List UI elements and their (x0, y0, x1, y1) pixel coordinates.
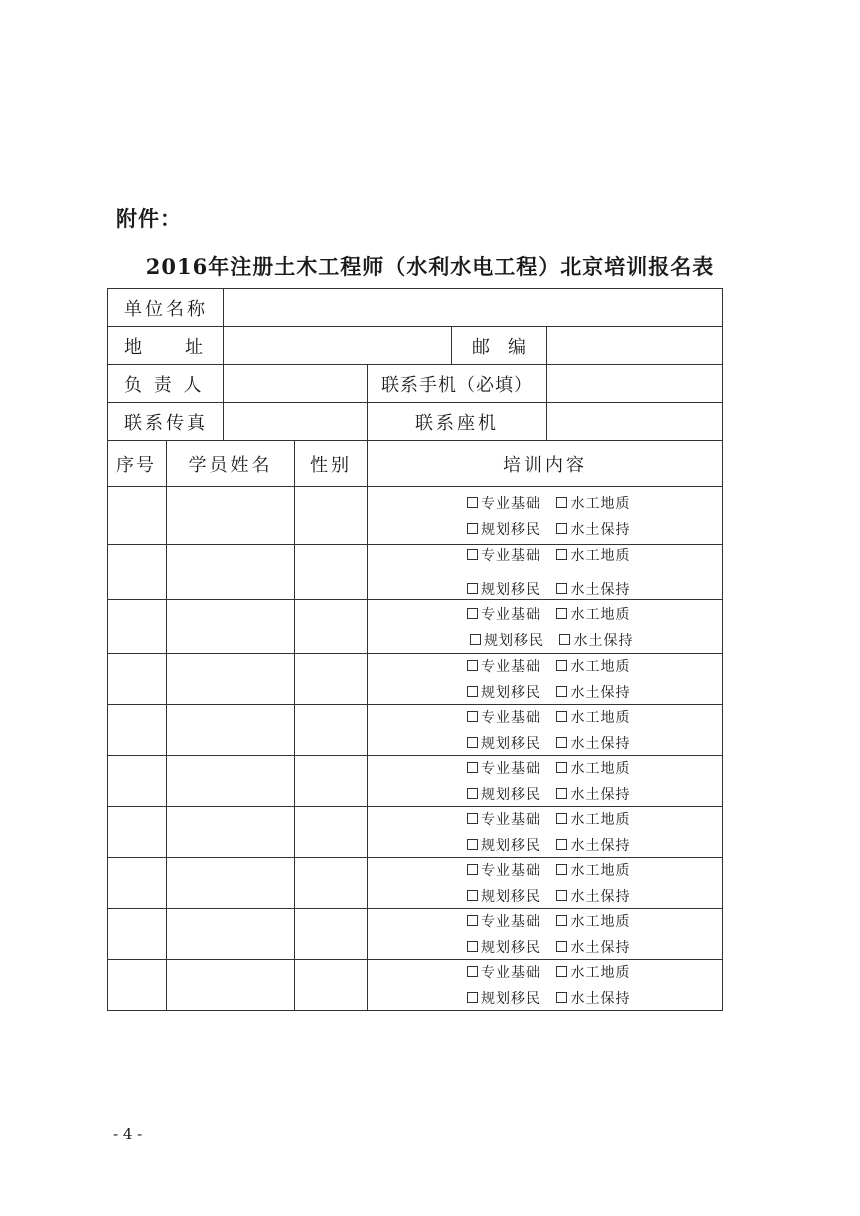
row-content-cell (368, 487, 723, 545)
fax-label: 联系传真 (108, 403, 224, 441)
option-soil[interactable]: 水土保持 (556, 733, 630, 753)
checkbox-icon (467, 941, 478, 952)
row-gender-cell[interactable] (295, 487, 368, 545)
option-geology[interactable]: 水工地质 (556, 545, 630, 565)
option-soil[interactable]: 水土保持 (556, 682, 630, 702)
phone-input[interactable] (547, 403, 723, 441)
checkbox-icon (467, 788, 478, 799)
checkbox-icon (467, 523, 478, 534)
option-resettlement[interactable]: 规划移民 (467, 988, 541, 1008)
postcode-input[interactable] (547, 327, 723, 365)
checkbox-icon (556, 549, 567, 560)
row-gender-cell[interactable] (295, 545, 368, 600)
col-content-header: 培训内容 (368, 441, 723, 487)
registration-form-table (107, 288, 723, 1011)
mobile-label: 联系手机（必填） (368, 365, 547, 403)
option-soil[interactable]: 水土保持 (556, 988, 630, 1008)
fax-row (108, 403, 723, 441)
table-row (108, 705, 723, 756)
row-gender-cell[interactable] (295, 960, 368, 1011)
row-name-cell[interactable] (167, 654, 295, 705)
option-basic[interactable]: 专业基础 (467, 707, 541, 727)
person-input[interactable] (224, 365, 368, 403)
option-resettlement[interactable]: 规划移民 (467, 733, 541, 753)
row-name-cell[interactable] (167, 487, 295, 545)
table-row (108, 600, 723, 654)
unit-name-input[interactable] (224, 289, 723, 327)
checkbox-icon (556, 813, 567, 824)
row-content-cell (368, 909, 723, 960)
checkbox-icon (467, 762, 478, 773)
option-geology[interactable]: 水工地质 (556, 707, 630, 727)
checkbox-icon (556, 711, 567, 722)
row-content-cell (368, 807, 723, 858)
option-resettlement[interactable]: 规划移民 (467, 937, 541, 957)
row-gender-cell[interactable] (295, 705, 368, 756)
option-geology[interactable]: 水工地质 (556, 860, 630, 880)
checkbox-icon (556, 992, 567, 1003)
checkbox-icon (467, 737, 478, 748)
table-row (108, 858, 723, 909)
checkbox-icon (467, 549, 478, 560)
option-soil[interactable]: 水土保持 (556, 579, 630, 599)
person-row (108, 365, 723, 403)
option-basic[interactable]: 专业基础 (467, 545, 541, 565)
row-content-cell (368, 756, 723, 807)
checkbox-icon (556, 941, 567, 952)
row-name-cell[interactable] (167, 909, 295, 960)
checkbox-icon (467, 660, 478, 671)
table-row (108, 909, 723, 960)
row-no-cell[interactable] (108, 960, 167, 1011)
option-basic[interactable]: 专业基础 (467, 493, 541, 513)
option-geology[interactable]: 水工地质 (556, 962, 630, 982)
checkbox-icon (467, 915, 478, 926)
checkbox-icon (467, 839, 478, 850)
option-geology[interactable]: 水工地质 (556, 493, 630, 513)
row-content-cell (368, 960, 723, 1011)
checkbox-icon (556, 608, 567, 619)
option-soil[interactable]: 水土保持 (556, 519, 630, 539)
option-resettlement[interactable]: 规划移民 (467, 886, 541, 906)
checkbox-icon (556, 497, 567, 508)
option-basic[interactable]: 专业基础 (467, 656, 541, 676)
fax-input[interactable] (224, 403, 368, 441)
row-content-cell (368, 705, 723, 756)
checkbox-icon (467, 497, 478, 508)
table-row (108, 654, 723, 705)
page-number: - 4 - (113, 1125, 143, 1143)
row-no-cell[interactable] (108, 545, 167, 600)
postcode-label-char-2: 编 (508, 336, 526, 358)
checkbox-icon (556, 523, 567, 534)
option-resettlement[interactable]: 规划移民 (467, 682, 541, 702)
option-resettlement[interactable]: 规划移民 (467, 784, 541, 804)
table-row (108, 756, 723, 807)
unit-name-row (108, 289, 723, 327)
address-row (108, 327, 723, 365)
option-soil[interactable]: 水土保持 (559, 630, 633, 650)
checkbox-icon (467, 813, 478, 824)
row-no-cell[interactable] (108, 705, 167, 756)
checkbox-icon (556, 583, 567, 594)
row-gender-cell[interactable] (295, 807, 368, 858)
row-no-cell[interactable] (108, 654, 167, 705)
col-gender-header: 性别 (295, 441, 368, 487)
option-geology[interactable]: 水工地质 (556, 911, 630, 931)
row-no-cell[interactable] (108, 858, 167, 909)
option-geology[interactable]: 水工地质 (556, 604, 630, 624)
table-row (108, 960, 723, 1011)
row-content-cell (368, 545, 723, 600)
option-basic[interactable]: 专业基础 (467, 860, 541, 880)
option-basic[interactable]: 专业基础 (467, 911, 541, 931)
option-geology[interactable]: 水工地质 (556, 809, 630, 829)
mobile-input[interactable] (547, 365, 723, 403)
checkbox-icon (467, 583, 478, 594)
checkbox-icon (556, 839, 567, 850)
attachment-label: 附件： (116, 207, 182, 231)
row-no-cell[interactable] (108, 756, 167, 807)
row-name-cell[interactable] (167, 600, 295, 654)
checkbox-icon (467, 966, 478, 977)
option-soil[interactable]: 水土保持 (556, 886, 630, 906)
option-resettlement[interactable]: 规划移民 (467, 579, 541, 599)
checkbox-icon (467, 890, 478, 901)
option-basic[interactable]: 专业基础 (467, 962, 541, 982)
option-basic[interactable]: 专业基础 (467, 758, 541, 778)
checkbox-icon (556, 864, 567, 875)
table-row (108, 487, 723, 545)
option-geology[interactable]: 水工地质 (556, 656, 630, 676)
checkbox-icon (556, 890, 567, 901)
row-no-cell[interactable] (108, 807, 167, 858)
checkbox-icon (556, 737, 567, 748)
address-label (108, 327, 224, 365)
row-content-cell (368, 858, 723, 909)
checkbox-icon (556, 966, 567, 977)
option-resettlement[interactable]: 规划移民 (470, 630, 544, 650)
checkbox-icon (559, 634, 570, 645)
checkbox-icon (467, 608, 478, 619)
checkbox-icon (467, 711, 478, 722)
option-geology[interactable]: 水工地质 (556, 758, 630, 778)
phone-label: 联系座机 (368, 403, 547, 441)
row-gender-cell[interactable] (295, 858, 368, 909)
row-no-cell[interactable] (108, 909, 167, 960)
address-label-char-1: 地 (124, 336, 142, 358)
checkbox-icon (467, 686, 478, 697)
row-name-cell[interactable] (167, 858, 295, 909)
row-no-cell[interactable] (108, 600, 167, 654)
address-label-char-2: 址 (185, 336, 203, 358)
checkbox-icon (556, 762, 567, 773)
table-row (108, 545, 723, 600)
postcode-label (452, 327, 547, 365)
row-gender-cell[interactable] (295, 756, 368, 807)
postcode-label-char-1: 邮 (472, 336, 490, 358)
checkbox-icon (556, 660, 567, 671)
option-basic[interactable]: 专业基础 (467, 809, 541, 829)
row-gender-cell[interactable] (295, 654, 368, 705)
row-name-cell[interactable] (167, 960, 295, 1011)
form-title: 2016年注册土木工程师（水利水电工程）北京培训报名表 (145, 254, 715, 279)
option-resettlement[interactable]: 规划移民 (467, 519, 541, 539)
table-row (108, 807, 723, 858)
checkbox-icon (556, 788, 567, 799)
column-header-row (108, 441, 723, 487)
address-input[interactable] (224, 327, 452, 365)
checkbox-icon (470, 634, 481, 645)
row-name-cell[interactable] (167, 545, 295, 600)
option-resettlement[interactable]: 规划移民 (467, 835, 541, 855)
row-no-cell[interactable] (108, 487, 167, 545)
row-gender-cell[interactable] (295, 909, 368, 960)
row-gender-cell[interactable] (295, 600, 368, 654)
checkbox-icon (556, 686, 567, 697)
option-soil[interactable]: 水土保持 (556, 784, 630, 804)
option-soil[interactable]: 水土保持 (556, 835, 630, 855)
row-name-cell[interactable] (167, 756, 295, 807)
checkbox-icon (556, 915, 567, 926)
row-name-cell[interactable] (167, 705, 295, 756)
unit-name-label: 单位名称 (108, 289, 224, 327)
checkbox-icon (467, 992, 478, 1003)
row-name-cell[interactable] (167, 807, 295, 858)
checkbox-icon (467, 864, 478, 875)
person-label: 负 责 人 (108, 365, 224, 403)
option-basic[interactable]: 专业基础 (467, 604, 541, 624)
option-soil[interactable]: 水土保持 (556, 937, 630, 957)
row-content-cell (368, 600, 723, 654)
col-name-header: 学员姓名 (167, 441, 295, 487)
row-content-cell (368, 654, 723, 705)
col-no-header: 序号 (108, 441, 167, 487)
